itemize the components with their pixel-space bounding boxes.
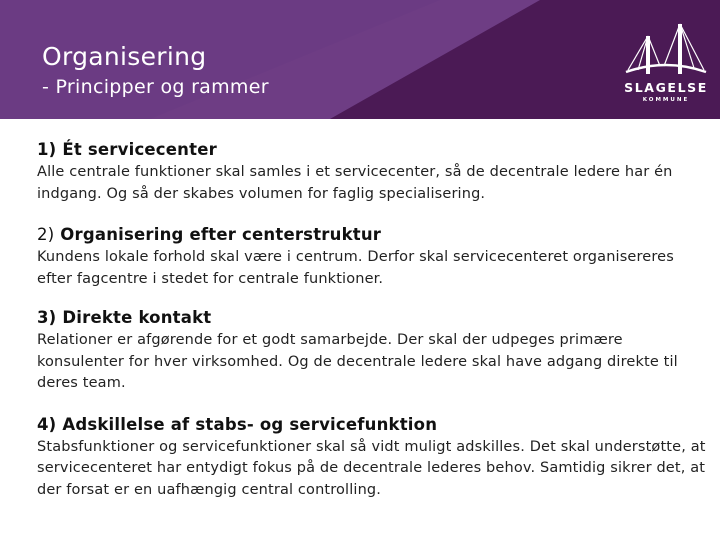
section-heading xyxy=(37,225,707,244)
logo-subtext: KOMMUNE xyxy=(642,97,690,103)
section-body: Relationer er afgørende for et godt samarbejde. Der skal der udpeges primære konsulenter for hver virksomhed. Og de decentrale ledere skal have adgang direkte til deres team. xyxy=(37,332,678,391)
content-area xyxy=(37,140,707,514)
logo-wordmark: SLAGELSE xyxy=(624,80,708,95)
slagelse-logo xyxy=(624,18,708,114)
section-number: 3) xyxy=(37,308,57,327)
section-4 xyxy=(37,415,707,502)
section-heading xyxy=(37,140,707,159)
page-title: Organisering xyxy=(42,42,207,71)
section-body: Kundens lokale forhold skal være i centrum. Derfor skal servicecenteret organisereres efter fagcentre i stedet for centrale funktioner. xyxy=(37,249,674,287)
section-number: 4) xyxy=(37,414,57,434)
section-heading xyxy=(37,415,707,434)
section-title: Adskillelse af stabs- og servicefunktion xyxy=(62,414,438,434)
section-heading xyxy=(37,308,707,327)
section-3 xyxy=(37,308,707,395)
section-body: Alle centrale funktioner skal samles i et servicecenter, så de decentrale ledere har én indgang. Og så der skabes volumen for faglig specialisering. xyxy=(37,164,673,202)
page-subtitle: - Principper og rammer xyxy=(42,76,269,98)
section-number: 2) xyxy=(37,225,55,244)
section-number: 1) xyxy=(37,140,57,159)
section-title: Direkte kontakt xyxy=(62,308,212,327)
section-1 xyxy=(37,140,707,205)
section-body: Stabsfunktioner og servicefunktioner skal så vidt muligt adskilles. Det skal understøtte, at servicecenteret har entydigt fokus på de decentrale lederes behov. Samtidig sikrer det, at der forsat er en uafhængig central controlling. xyxy=(37,438,706,498)
section-2 xyxy=(37,225,707,290)
section-title: Ét servicecenter xyxy=(62,140,217,159)
bridge-icon xyxy=(624,18,708,78)
section-title: Organisering efter centerstruktur xyxy=(60,225,382,244)
header-banner xyxy=(0,0,720,119)
